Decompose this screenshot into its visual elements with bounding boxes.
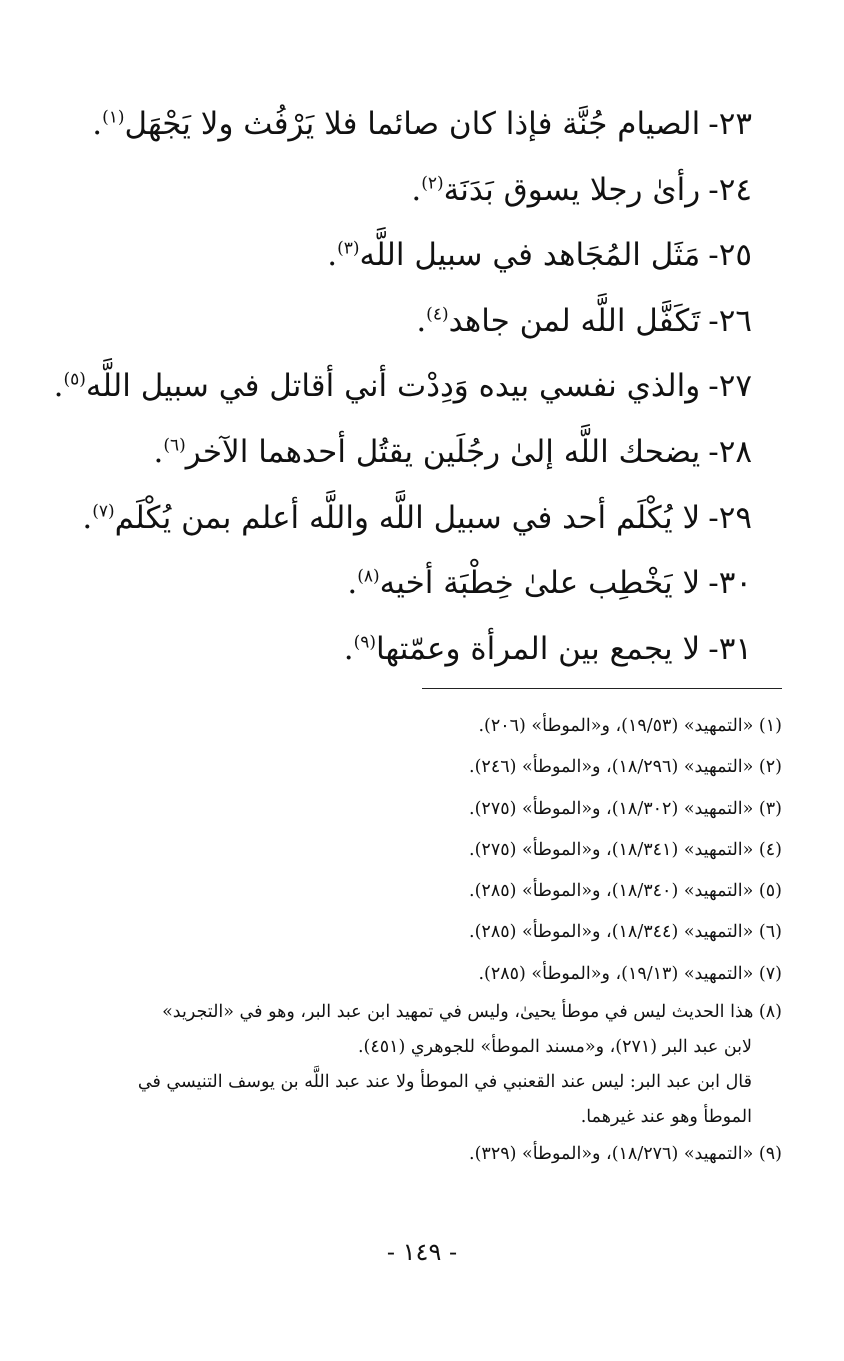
hadith-item: [60, 486, 752, 552]
footnote-reference: (٧): [92, 501, 115, 522]
hadith-end-mark: .: [327, 237, 338, 274]
hadith-end-mark: .: [92, 106, 103, 142]
footnote-8: [38, 995, 782, 1135]
hadith-item: [60, 617, 752, 683]
hadith-text: رأىٰ رجلا يسوق بَدَنَة: [443, 171, 701, 208]
hadith-number: ٢٤-: [708, 171, 752, 208]
footnote: (٤) «التمهيد» (١٨/٣٤١)، و«الموطأ» (٢٧٥).: [469, 839, 782, 860]
footnote-divider: [422, 688, 782, 689]
hadith-list: [53, 92, 752, 682]
footnote-reference: (٢): [421, 173, 444, 194]
hadith-number: ٢٨-: [708, 433, 752, 470]
footnote: (٣) «التمهيد» (١٨/٣٠٢)، و«الموطأ» (٢٧٥).: [469, 798, 782, 819]
hadith-item: [53, 354, 752, 420]
hadith-end-mark: .: [416, 302, 427, 339]
hadith-item: [60, 551, 752, 617]
hadith-number: ٢٥-: [708, 237, 752, 274]
hadith-number: ٢٧-: [708, 368, 752, 405]
hadith-end-mark: .: [411, 171, 422, 208]
page-number: - ١٤٩ -: [386, 1238, 458, 1266]
hadith-item: [60, 92, 752, 158]
hadith-text: لا يُكْلَم أحد في سبيل اللَّه واللَّه أعلم بمن يُكْلَم: [114, 499, 701, 536]
hadith-item: [60, 289, 752, 355]
footnote: (٦) «التمهيد» (١٨/٣٤٤)، و«الموطأ» (٢٨٥).: [469, 922, 782, 943]
hadith-end-mark: .: [343, 630, 354, 667]
footnote-8-line-2: لابن عبد البر (٢٧١)، و«مسند الموطأ» للجوهري (٤٥١).: [357, 1037, 752, 1058]
footnote: (٢) «التمهيد» (١٨/٢٩٦)، و«الموطأ» (٢٤٦).: [469, 757, 782, 778]
footnotes: [38, 706, 782, 1173]
footnote-reference: (٣): [337, 238, 360, 259]
hadith-number: ٢٣-: [708, 106, 752, 142]
hadith-item: [60, 158, 752, 224]
hadith-number: ٢٩-: [708, 499, 752, 536]
hadith-end-mark: .: [53, 368, 64, 405]
footnote: (١) «التمهيد» (١٩/٥٣)، و«الموطأ» (٢٠٦).: [478, 716, 782, 736]
footnote-reference: (٩): [353, 632, 377, 653]
footnote-reference: (٨): [357, 566, 380, 587]
hadith-end-mark: .: [153, 433, 164, 470]
hadith-number: ٣١-: [708, 630, 752, 667]
footnote-9: (٩) «التمهيد» (١٨/٢٧٦)، و«الموطأ» (٣٢٩).: [469, 1144, 782, 1165]
hadith-text: يضحك اللَّه إلىٰ رجُلَين يقتُل أحدهما الآخر: [185, 433, 701, 470]
footnote-8-line-4: الموطأ وهو عند غيرهما.: [580, 1107, 752, 1128]
hadith-text: مَثَل المُجَاهد في سبيل اللَّه: [359, 237, 701, 274]
hadith-text: والذي نفسي بيده وَدِدْت أني أقاتل في سبيل اللَّه: [85, 368, 701, 405]
footnote-reference: (٦): [163, 435, 186, 456]
footnote-reference: (٤): [426, 304, 449, 325]
footnote-list: [38, 706, 782, 995]
hadith-text: لا يَخْطِب علىٰ خِطْبَة أخيه: [379, 565, 701, 602]
hadith-text: تَكَفَّل اللَّه لمن جاهد: [448, 302, 701, 339]
hadith-item: [60, 223, 752, 289]
footnote-8-line-3: قال ابن عبد البر: ليس عند القعنبي في الموطأ ولا عند عبد اللَّه بن يوسف التنيسي في: [137, 1072, 752, 1093]
hadith-number: ٣٠-: [708, 565, 752, 602]
hadith-end-mark: .: [82, 499, 93, 536]
hadith-text: الصيام جُنَّة فإذا كان صائما فلا يَرْفُث ولا يَجْهَل: [124, 106, 701, 142]
hadith-number: ٢٦-: [708, 302, 752, 339]
hadith-item: [60, 420, 752, 486]
hadith-text: لا يجمع بين المرأة وعمّتها: [376, 630, 701, 667]
footnote-8-line-1: (٨) هذا الحديث ليس في موطأ يحيىٰ، وليس في تمهيد ابن عبد البر، وهو في «التجريد»: [162, 1002, 782, 1023]
footnote-reference: (٥): [63, 370, 86, 391]
hadith-end-mark: .: [347, 565, 358, 602]
footnote-reference: (١): [102, 107, 125, 128]
footnote: (٧) «التمهيد» (١٩/١٣)، و«الموطأ» (٢٨٥).: [478, 963, 782, 984]
footnote: (٥) «التمهيد» (١٨/٣٤٠)، و«الموطأ» (٢٨٥).: [469, 881, 782, 902]
